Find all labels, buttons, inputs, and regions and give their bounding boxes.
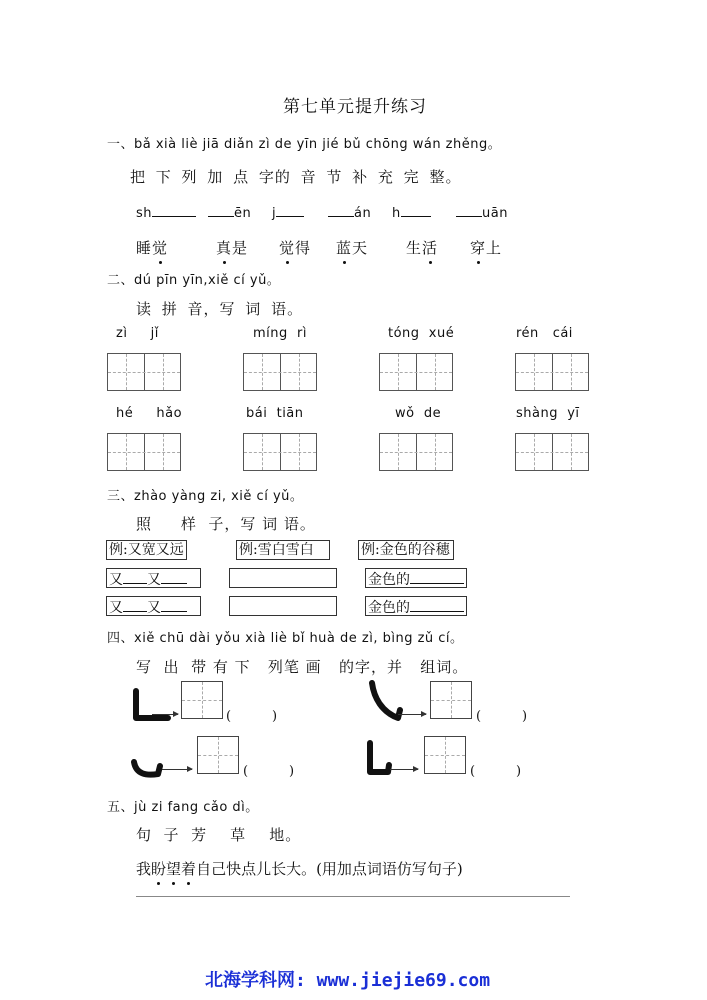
section-3-heading <box>107 485 303 504</box>
word-5: 生活 <box>406 239 439 257</box>
pinyin-label: zì jǐ <box>116 326 159 341</box>
word-paren-left: ( <box>243 764 249 779</box>
word-paren-left: ( <box>476 709 482 724</box>
blank-6[interactable]: uān <box>456 202 508 221</box>
section-pinyin: dú pīn yīn,xiě cí yǔ。 <box>134 273 281 288</box>
answer-box-jinse[interactable]: 金色的 <box>365 568 467 588</box>
word-2: 真是 <box>216 239 249 257</box>
section-pinyin: xiě chū dài yǒu xià liè bǐ huà de zì, bìng zǔ cí。 <box>134 631 464 646</box>
stroke-wogou-icon <box>130 756 164 782</box>
writing-grid[interactable] <box>515 433 589 471</box>
section-4-instruction: 写 出 带 有 下 列笔 画 的字，并 组词。 <box>136 658 469 676</box>
example-box: 例:又宽又远 <box>106 540 187 560</box>
writing-grid[interactable] <box>243 433 317 471</box>
example-box: 例:雪白雪白 <box>236 540 330 560</box>
word-paren-right: ) <box>516 764 522 779</box>
section-number: 四、 <box>107 631 135 646</box>
section-1-instruction: 把 下 列 加 点 字的 音 节 补 充 完 整。 <box>130 168 462 186</box>
answer-box-jinse[interactable]: 金色的 <box>365 596 467 616</box>
stroke-shuti-icon <box>128 688 178 724</box>
section-pinyin: jù zi fang cǎo dì。 <box>134 800 259 815</box>
answer-box-you[interactable]: 又 又 <box>106 568 201 588</box>
writing-grid[interactable] <box>379 433 453 471</box>
word-3: 觉得 <box>279 239 312 257</box>
word-paren-left: ( <box>470 764 476 779</box>
pinyin-label: shàng yī <box>516 406 580 421</box>
pinyin-label: hé hǎo <box>116 406 183 421</box>
section-number: 五、 <box>107 800 135 815</box>
page-title: 第七单元提升练习 <box>283 97 427 117</box>
section-1-heading <box>107 133 501 152</box>
section-3-instruction: 照 样 子，写 词 语。 <box>136 515 316 533</box>
arrow-icon <box>152 714 178 715</box>
word-paren-right: ) <box>522 709 528 724</box>
example-box: 例:金色的谷穗 <box>358 540 454 560</box>
pinyin-label: míng rì <box>253 326 307 341</box>
arrow-icon <box>390 769 418 770</box>
section-2-instruction: 读 拼 音，写 词 语。 <box>136 300 304 318</box>
arrow-icon <box>398 714 426 715</box>
answer-line[interactable] <box>136 896 570 897</box>
blank-4[interactable]: án <box>328 202 371 221</box>
section-pinyin: bǎ xià liè jiā diǎn zì de yīn jié bǔ chōng wán zhěng。 <box>134 137 502 152</box>
section-number: 三、 <box>107 489 135 504</box>
stroke-shuwangou-icon <box>364 740 394 780</box>
word-paren-left: ( <box>226 709 232 724</box>
sentence-prompt: 我盼望着自己快点儿长大。(用加点词语仿写句子) <box>136 860 463 878</box>
section-4-heading <box>107 627 464 646</box>
answer-box-you[interactable]: 又 又 <box>106 596 201 616</box>
pinyin-label: tóng xué <box>388 326 455 341</box>
section-number: 一、 <box>107 137 135 152</box>
blank-2[interactable]: ēn <box>208 202 251 221</box>
section-5-heading <box>107 796 259 815</box>
section-number: 二、 <box>107 273 135 288</box>
answer-box-blank[interactable] <box>229 568 337 588</box>
pinyin-label: wǒ de <box>395 406 442 421</box>
stroke-answer-grid[interactable] <box>197 736 239 774</box>
word-paren-right: ) <box>272 709 278 724</box>
blank-1[interactable]: sh <box>136 202 196 221</box>
arrow-icon <box>162 769 192 770</box>
stroke-answer-grid[interactable] <box>430 681 472 719</box>
blank-3[interactable]: j <box>272 202 304 221</box>
footer-watermark: 北海学科网: www.jiejie69.com <box>205 970 491 991</box>
answer-box-blank[interactable] <box>229 596 337 616</box>
section-5-instruction: 句 子 芳 草 地。 <box>136 826 302 844</box>
pinyin-label: rén cái <box>516 326 573 341</box>
stroke-answer-grid[interactable] <box>181 681 223 719</box>
blank-5[interactable]: h <box>392 202 431 221</box>
stroke-xiegou-icon <box>366 680 416 724</box>
section-2-heading <box>107 269 280 288</box>
writing-grid[interactable] <box>379 353 453 391</box>
writing-grid[interactable] <box>107 353 181 391</box>
word-paren-right: ) <box>289 764 295 779</box>
writing-grid[interactable] <box>243 353 317 391</box>
section-pinyin: zhào yàng zi, xiě cí yǔ。 <box>134 489 304 504</box>
pinyin-label: bái tiān <box>246 406 304 421</box>
word-4: 蓝天 <box>336 239 369 257</box>
word-1: 睡觉 <box>136 239 169 257</box>
writing-grid[interactable] <box>107 433 181 471</box>
word-6: 穿上 <box>470 239 503 257</box>
stroke-answer-grid[interactable] <box>424 736 466 774</box>
writing-grid[interactable] <box>515 353 589 391</box>
